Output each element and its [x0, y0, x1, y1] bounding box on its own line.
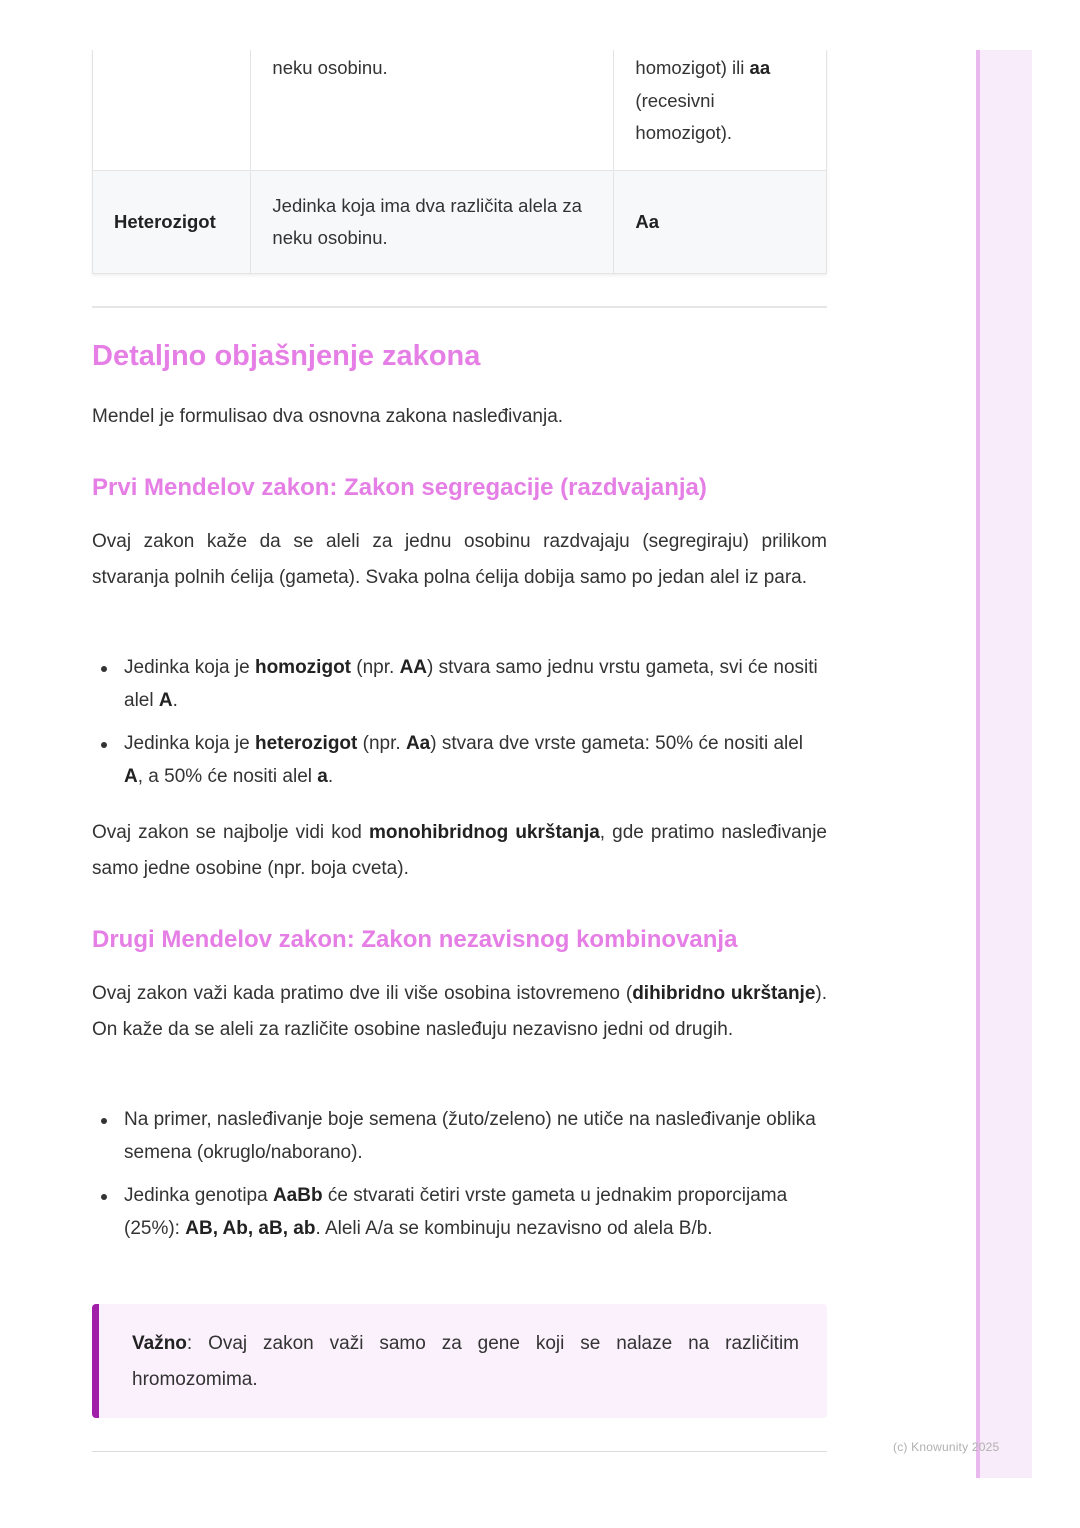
table-row [93, 50, 827, 171]
table-cell-example: homozigot) ili aa (recesivni homozigot). [614, 50, 827, 171]
table-cell-term [93, 50, 251, 171]
margin-band [976, 50, 1032, 1478]
genotype-table [92, 50, 827, 274]
table-cell-description: Jedinka koja ima dva različita alela za neku osobinu. [251, 171, 614, 274]
law1-paragraph: Ovaj zakon kaže da se aleli za jednu osobinu razdvajaju (segregiraju) prilikom stvaranja polnih ćelija (gameta). Svaka polna ćelija dobija samo po jedan alel iz para. [92, 531, 827, 588]
law1-list [92, 652, 827, 804]
law1-closing: Ovaj zakon se najbolje vidi kod monohibridnog ukrštanja, gde pratimo nasleđivanje samo jedne osobine (npr. boja cveta). [92, 822, 827, 879]
table-row [93, 171, 827, 274]
important-callout [92, 1304, 827, 1418]
table-cell-description: neku osobinu. [251, 50, 614, 171]
law2-heading: Drugi Mendelov zakon: Zakon nezavisnog kombinovanja [92, 926, 738, 953]
table-cell-term: Heterozigot [93, 171, 251, 274]
section-heading: Detaljno objašnjenje zakona [92, 340, 481, 372]
list-item: Na primer, nasleđivanje boje semena (žuto/zeleno) ne utiče na nasleđivanje oblika semena (okruglo/naborano). [92, 1104, 827, 1169]
section-divider [92, 306, 827, 308]
list-item: Jedinka koja je heterozigot (npr. Aa) stvara dve vrste gameta: 50% će nositi alel A, a 50% će nositi alel a. [92, 728, 827, 793]
list-item: Jedinka koja je homozigot (npr. AA) stvara samo jednu vrstu gameta, svi će nositi alel A. [92, 652, 827, 717]
table-cell-example: Aa [614, 171, 827, 274]
section-intro: Mendel je formulisao dva osnovna zakona nasleđivanja. [92, 406, 564, 427]
callout-text: Važno: Ovaj zakon važi samo za gene koji se nalaze na različitim hromozomima. [132, 1333, 799, 1390]
copyright-text: (c) Knowunity 2025 [893, 1440, 1000, 1454]
margin-line [976, 50, 980, 1478]
footer-divider [92, 1451, 827, 1452]
law2-list [92, 1104, 827, 1256]
law2-paragraph: Ovaj zakon važi kada pratimo dve ili više osobina istovremeno (dihibridno ukrštanje). On kaže da se aleli za različite osobine nasleđuju nezavisno jedni od drugih. [92, 983, 828, 1040]
law1-heading: Prvi Mendelov zakon: Zakon segregacije (razdvajanja) [92, 474, 707, 501]
list-item: Jedinka genotipa AaBb će stvarati četiri vrste gameta u jednakim proporcijama (25%): AB, Ab, aB, ab. Aleli A/a se kombinuju nezavisno od alela B/b. [92, 1180, 827, 1245]
